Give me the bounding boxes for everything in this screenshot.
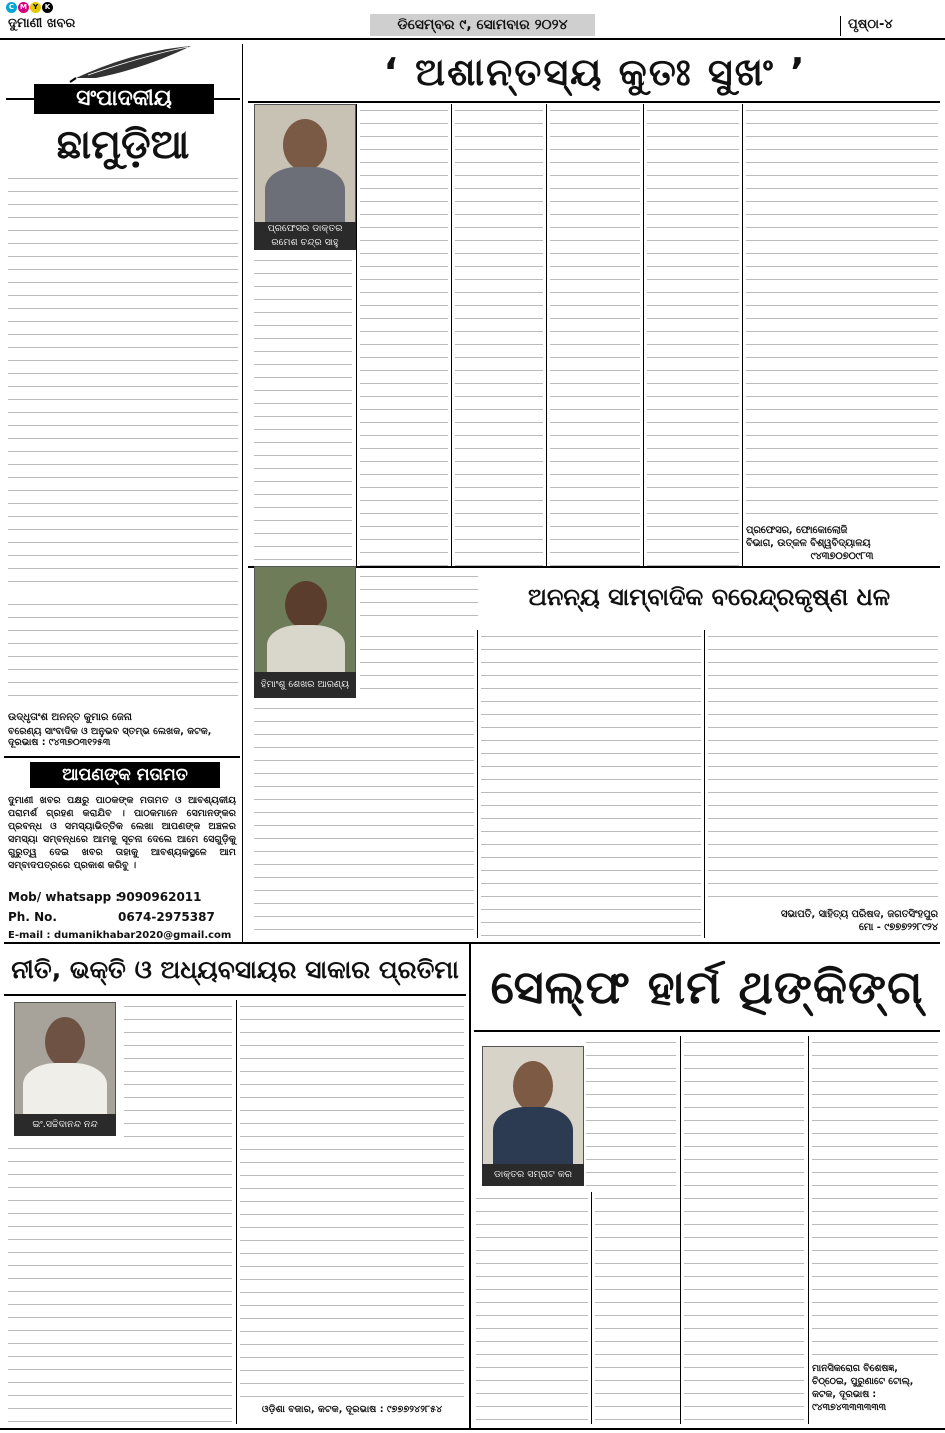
fourth-col-rule-1 (591, 1192, 592, 1424)
main-col-rule-4 (643, 104, 644, 566)
main-headline: ‘ ଅଶାନ୍ତସ୍ୟ କୁତଃ ସୁଖଂ ’ (383, 50, 807, 94)
second-headline: ଅନନ୍ୟ ସାମ୍ବାଦିକ ବରେନ୍ଦ୍ରକୃଷ୍ଣ ଧଳ (527, 583, 891, 611)
fourth-sign-phone: ୯୪୩୭୪୩୩୩୩୩୩ (812, 1402, 886, 1413)
issue-date: ଡିସେମ୍ବର ୯, ସୋମବାର ୨୦୨୪ (370, 14, 595, 36)
main-headline-rule (248, 101, 940, 103)
page-divider (840, 16, 841, 36)
mobile-number: 9090962011 (118, 890, 202, 904)
paper-name: ଦୁମାଣୀ ଖବର (8, 16, 76, 31)
page-bottom-rule (0, 1428, 945, 1430)
main-col-rule-5 (742, 104, 743, 566)
fourth-col-1-top-body (586, 1036, 676, 1190)
third-signature: ଓଡ଼ିଶା ବଜାର, କଟକ, ଦୂରଭାଷ : ୯୭୭୭୨୪୨୮୫୪ (261, 1404, 443, 1415)
second-col-2-body (481, 630, 701, 938)
main-col-rule-3 (546, 104, 547, 566)
main-col-6-body (746, 104, 938, 522)
second-col-1-top-body (360, 630, 474, 700)
second-col-3-body (708, 630, 938, 906)
fourth-col-rule-2 (680, 1036, 681, 1424)
editorial-body-1 (8, 172, 238, 592)
fourth-col-3-body (684, 1036, 804, 1424)
main-col-rule-2 (451, 104, 452, 566)
second-col-rule-2 (704, 630, 705, 938)
editorial-byline: ଉଦ୍ଧୃତାଂଶ ଅନନ୍ତ କୁମାର ଜେନା (8, 712, 132, 723)
second-sign-place: ସଭାପତି, ସାହିତ୍ୟ ପରିଷଦ, ଜଗତସିଂହପୁର (780, 909, 938, 920)
editorial-bottom-rule (4, 756, 240, 758)
quill-pen-icon (66, 44, 196, 84)
editorial-address: ବରେଣ୍ୟ ସାଂବାଦିକ ଓ ଅନୁଭବ ସ୍ତମ୍ଭ ଲେଖକ, କଟକ, ଦୂରଭାଷ : ୯୪୩୭୦୩୧୨୫୩ (8, 726, 212, 748)
phone-number: 0674-2975387 (118, 910, 215, 924)
phone-label: Ph. No. (8, 910, 57, 924)
mobile-line (8, 890, 238, 904)
editorial-subtitle: ଛାମୁଡ଼ିଆ (56, 122, 190, 168)
title-rule-right (214, 98, 240, 100)
cmyk-marks (6, 2, 54, 13)
phone-line (8, 910, 238, 924)
cmyk-y: Y (30, 2, 41, 13)
main-col-1-body (254, 254, 352, 566)
mobile-label: Mob/ whatsapp : (8, 890, 121, 904)
third-col-1-top-body (124, 1000, 232, 1140)
fourth-sign-city: କଟକ, ଦୂରଭାଷ : (812, 1389, 877, 1400)
main-col-2-body (360, 104, 448, 566)
fourth-sign-place: ଚିଠ୍ଠେଇ, ପୁରୁଣାଟେ ଟୋଲ୍, (812, 1376, 914, 1387)
opinion-title: ଆପଣଙ୍କ ମତାମତ (30, 762, 220, 788)
third-col-1-body (8, 1142, 232, 1424)
third-col-rule (236, 1000, 237, 1424)
author-caption-samrat: ଡାକ୍ତର ସମ୍ରାଟ କର (482, 1164, 584, 1186)
fourth-col-4-body (812, 1036, 938, 1360)
third-col-2-body (240, 1000, 464, 1400)
cmyk-k: K (42, 2, 53, 13)
opinion-text: ଦୁମାଣୀ ଖବର ପକ୍ଷରୁ ପାଠକଙ୍କ ମତାମତ ଓ ଆବଶ୍ୟକୀୟ ପରାମର୍ଶ ଗ୍ରହଣ କରାଯିବ । ପାଠକମାନେ ସେମାନଙ୍କର ପ୍ରବନ୍ଧ ଓ ସମସ୍ୟାଭିତ୍ତିକ ଲେଖା ଆପଣଙ୍କ ଅଞ୍ଚଳର ସମସ୍ୟା ସମ୍ବନ୍ଧରେ ଆମକୁ ସୂଚନା ଦେଲେ ଆମେ ସେଗୁଡ଼ିକୁ ଗୁରୁତ୍ୱ ଦେଇ ଖବର ତାହାକୁ ଆବଶ୍ୟକସ୍ଥଳେ ଆମ ସମ୍ବାଦପତ୍ରରେ ପ୍ରକାଶ କରିବୁ । (8, 795, 236, 871)
author-caption-ramesh: ପ୍ରଫେସର ଡାକ୍ତର ରମେଶ ଚନ୍ଦ୍ର ସାହୁ (254, 222, 356, 250)
second-intro-body (360, 570, 478, 626)
main-sign-phone: ୯୪୩୭୦୭୦୯୮୩ (810, 551, 874, 562)
editorial-body-2 (8, 598, 238, 708)
main-col-5-body (647, 104, 739, 566)
email-line: E-mail : dumanikhabar2020@gmail.com (8, 930, 232, 941)
masthead (0, 0, 945, 40)
second-col-1-body (254, 702, 474, 938)
second-col-rule-1 (477, 630, 478, 938)
main-sign-dept: ବିଭାଗ, ଉତ୍କଳ ବିଶ୍ୱବିଦ୍ୟାଳୟ (746, 538, 871, 549)
author-photo-ramesh (254, 104, 356, 224)
fourth-headline: ସେଲ୍ଫ ହାର୍ମ ଥିଙ୍କିଙ୍ଗ୍ (490, 960, 924, 1014)
main-col-rule-1 (356, 104, 357, 566)
third-headline-rule (4, 994, 466, 996)
fourth-col-1-body (476, 1192, 588, 1424)
fourth-col-2-body (595, 1192, 681, 1424)
cmyk-c: C (6, 2, 17, 13)
author-photo-sachidananda (14, 1002, 116, 1116)
title-rule-left (6, 98, 34, 100)
lower-column-divider (469, 944, 471, 1428)
third-headline: ନୀତି, ଭକ୍ତି ଓ ଅଧ୍ୟବସାୟର ସାକାର ପ୍ରତିମା (11, 955, 459, 984)
fourth-sign-title: ମାନସିକରୋଗ ବିଶେଷଜ୍ଞ, (812, 1363, 898, 1374)
main-signature (746, 524, 938, 563)
author-photo-himanshu (254, 566, 356, 674)
page-number: ପୃଷ୍ଠା-୪ (848, 17, 893, 32)
author-photo-samrat (482, 1046, 584, 1166)
lower-section-rule (4, 942, 940, 944)
editorial-title: ସଂପାଦକୀୟ (34, 84, 214, 114)
main-col-4-body (550, 104, 640, 566)
main-sign-name: ପ୍ରଫେସର, ଫୋକୋଲୋଜି (746, 525, 848, 536)
second-sign-phone: ମୋ - ୯୭୭୭୨୨୮୯୨୪ (858, 922, 938, 933)
author-caption-himanshu: ହିମାଂଶୁ ଶେଖର ଆରଣ୍ୟ (254, 672, 356, 698)
editorial-header (6, 44, 240, 174)
fourth-headline-rule (474, 1030, 940, 1032)
second-signature (708, 908, 938, 934)
author-caption-sachidananda: ଇଂ.ସଚ୍ଚିଦାନନ୍ଦ ନନ୍ଦ (14, 1114, 116, 1136)
main-col-3-body (455, 104, 543, 566)
fourth-col-rule-3 (808, 1036, 809, 1424)
cmyk-m: M (18, 2, 29, 13)
fourth-signature (812, 1362, 938, 1414)
left-column-rule (242, 44, 243, 944)
